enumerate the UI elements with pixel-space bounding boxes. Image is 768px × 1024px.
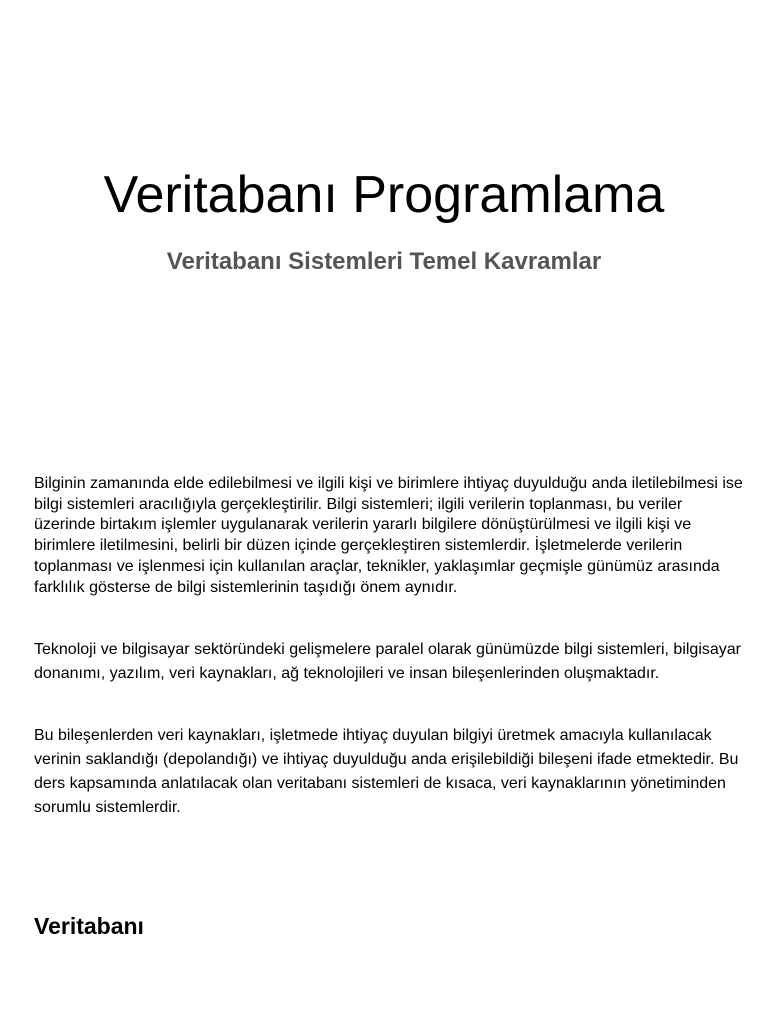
page-subtitle: Veritabanı Sistemleri Temel Kavramlar: [166, 248, 602, 275]
paragraph-data-resources: Bu bileşenlerden veri kaynakları, işletmede ihtiyaç duyulan bilgiyi üretmek amacıyla kullanılacak verinin saklandığı (depolandığı) ve ihtiyaç duyulduğu anda erişilebildiği bileşeni ifade etmektedir. Bu ders kapsamında anlatılacak olan veritabanı sistemleri de kısaca, veri kaynaklarının yönetiminden sorumlu sistemlerdir.: [34, 727, 739, 816]
paragraph-components: Teknoloji ve bilgisayar sektöründeki gelişmelere paralel olarak günümüzde bilgi sistemleri, bilgisayar donanımı, yazılım, veri kaynakları, ağ teknolojileri ve insan bileşenlerinden oluşmaktadır.: [34, 641, 742, 682]
page-title: Veritabanı Programlama: [103, 166, 665, 224]
section-heading-veritabani: Veritabanı: [34, 913, 144, 939]
paragraph-information-systems: Bilginin zamanında elde edilebilmesi ve ilgili kişi ve birimlere ihtiyaç duyulduğu anda iletilebilmesi ise bilgi sistemleri aracılığıyla gerçekleştirilir. Bilgi sistemleri; ilgili verilerin toplanması, bu veriler üzerinde birtakım işlemler uygulanarak verilerin yararlı bilgilere dönüştürülmesi ve ilgili kişi ve birimlere iletilmesini, belirli bir düzen içinde gerçekleştiren sistemlerdir. İşletmelerde verilerin toplanması ve işlenmesi için kullanılan araçlar, teknikler, yaklaşımlar geçmişle günümüz arasında farklılık gösterse de bilgi sistemlerinin taşıdığı önem aynıdır.: [34, 475, 743, 596]
